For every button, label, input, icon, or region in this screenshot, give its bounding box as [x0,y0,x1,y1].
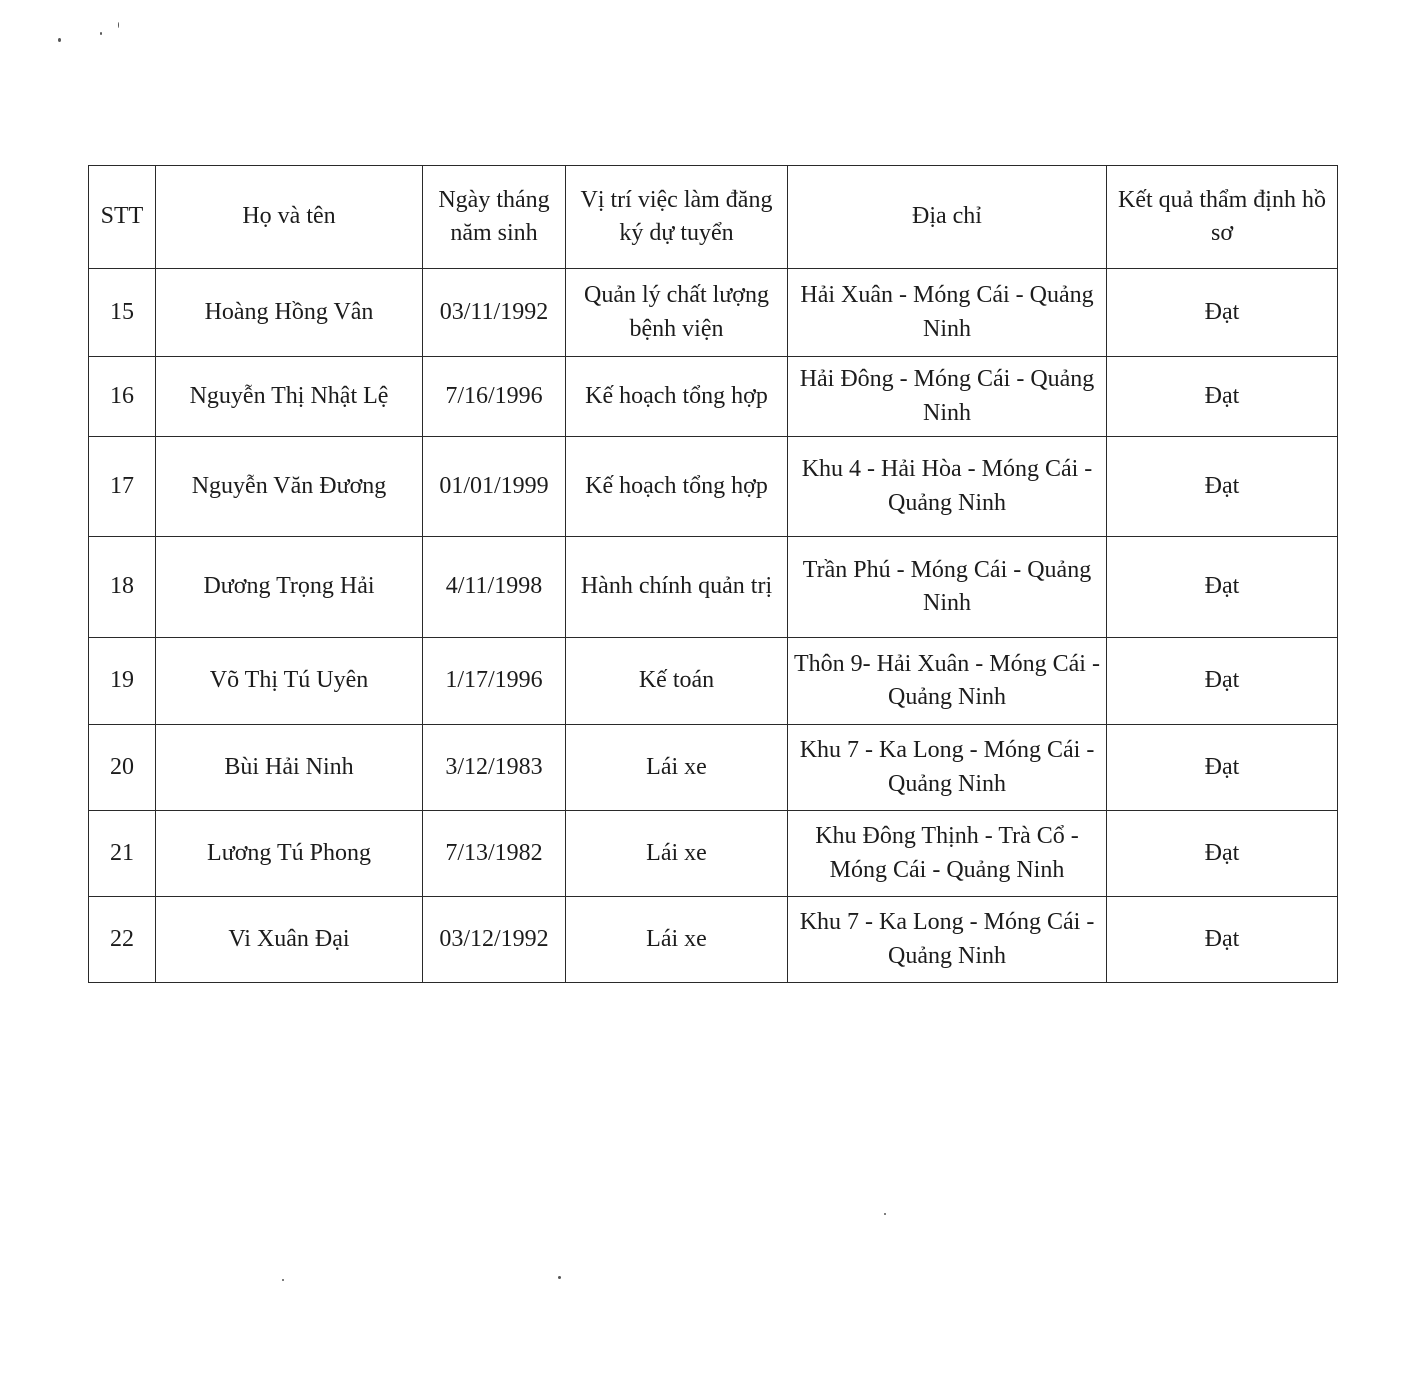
address-cell: Hải Đông - Móng Cái - Quảng Ninh [788,357,1107,437]
position-cell: Kế toán [566,638,788,725]
stt-cell: 17 [89,437,156,537]
table-header-row [89,166,1338,269]
address-cell: Khu 7 - Ka Long - Móng Cái - Quảng Ninh [788,897,1107,983]
table-row [89,269,1338,357]
scan-speck [558,1276,561,1279]
stt-cell: 21 [89,811,156,897]
dob-cell: 7/16/1996 [423,357,566,437]
result-cell: Đạt [1107,725,1338,811]
name-cell: Dương Trọng Hải [156,537,423,638]
dob-cell: 4/11/1998 [423,537,566,638]
table-row [89,638,1338,725]
name-cell: Võ Thị Tú Uyên [156,638,423,725]
scan-speck [118,22,119,28]
header-stt: STT [89,166,156,269]
dob-cell: 7/13/1982 [423,811,566,897]
table-row [89,725,1338,811]
address-cell: Thôn 9- Hải Xuân - Móng Cái - Quảng Ninh [788,638,1107,725]
header-position: Vị trí việc làm đăng ký dự tuyển [566,166,788,269]
result-cell: Đạt [1107,638,1338,725]
address-cell: Hải Xuân - Móng Cái - Quảng Ninh [788,269,1107,357]
header-name: Họ và tên [156,166,423,269]
header-address: Địa chỉ [788,166,1107,269]
position-cell: Quản lý chất lượng bệnh viện [566,269,788,357]
table-row [89,897,1338,983]
address-cell: Khu 4 - Hải Hòa - Móng Cái - Quảng Ninh [788,437,1107,537]
position-cell: Hành chính quản trị [566,537,788,638]
stt-cell: 18 [89,537,156,638]
result-cell: Đạt [1107,811,1338,897]
result-cell: Đạt [1107,897,1338,983]
address-cell: Trần Phú - Móng Cái - Quảng Ninh [788,537,1107,638]
position-cell: Kế hoạch tổng hợp [566,357,788,437]
name-cell: Bùi Hải Ninh [156,725,423,811]
address-cell: Khu 7 - Ka Long - Móng Cái - Quảng Ninh [788,725,1107,811]
name-cell: Hoàng Hồng Vân [156,269,423,357]
name-cell: Lương Tú Phong [156,811,423,897]
result-cell: Đạt [1107,437,1338,537]
result-cell: Đạt [1107,269,1338,357]
name-cell: Nguyễn Văn Đương [156,437,423,537]
name-cell: Nguyễn Thị Nhật Lệ [156,357,423,437]
stt-cell: 22 [89,897,156,983]
candidate-results-table [88,165,1338,983]
stt-cell: 16 [89,357,156,437]
table-row [89,357,1338,437]
stt-cell: 15 [89,269,156,357]
name-cell: Vi Xuân Đại [156,897,423,983]
table-row [89,437,1338,537]
scan-speck [58,38,61,42]
dob-cell: 1/17/1996 [423,638,566,725]
position-cell: Lái xe [566,811,788,897]
header-result: Kết quả thẩm định hồ sơ [1107,166,1338,269]
table-row [89,811,1338,897]
position-cell: Lái xe [566,897,788,983]
dob-cell: 3/12/1983 [423,725,566,811]
stt-cell: 19 [89,638,156,725]
table-row [89,537,1338,638]
dob-cell: 03/12/1992 [423,897,566,983]
position-cell: Lái xe [566,725,788,811]
scan-speck [100,32,102,35]
position-cell: Kế hoạch tổng hợp [566,437,788,537]
result-cell: Đạt [1107,357,1338,437]
header-dob: Ngày tháng năm sinh [423,166,566,269]
dob-cell: 01/01/1999 [423,437,566,537]
result-cell: Đạt [1107,537,1338,638]
address-cell: Khu Đông Thịnh - Trà Cổ - Móng Cái - Quảng Ninh [788,811,1107,897]
dob-cell: 03/11/1992 [423,269,566,357]
scan-speck [282,1279,284,1281]
scan-speck [884,1213,886,1215]
stt-cell: 20 [89,725,156,811]
